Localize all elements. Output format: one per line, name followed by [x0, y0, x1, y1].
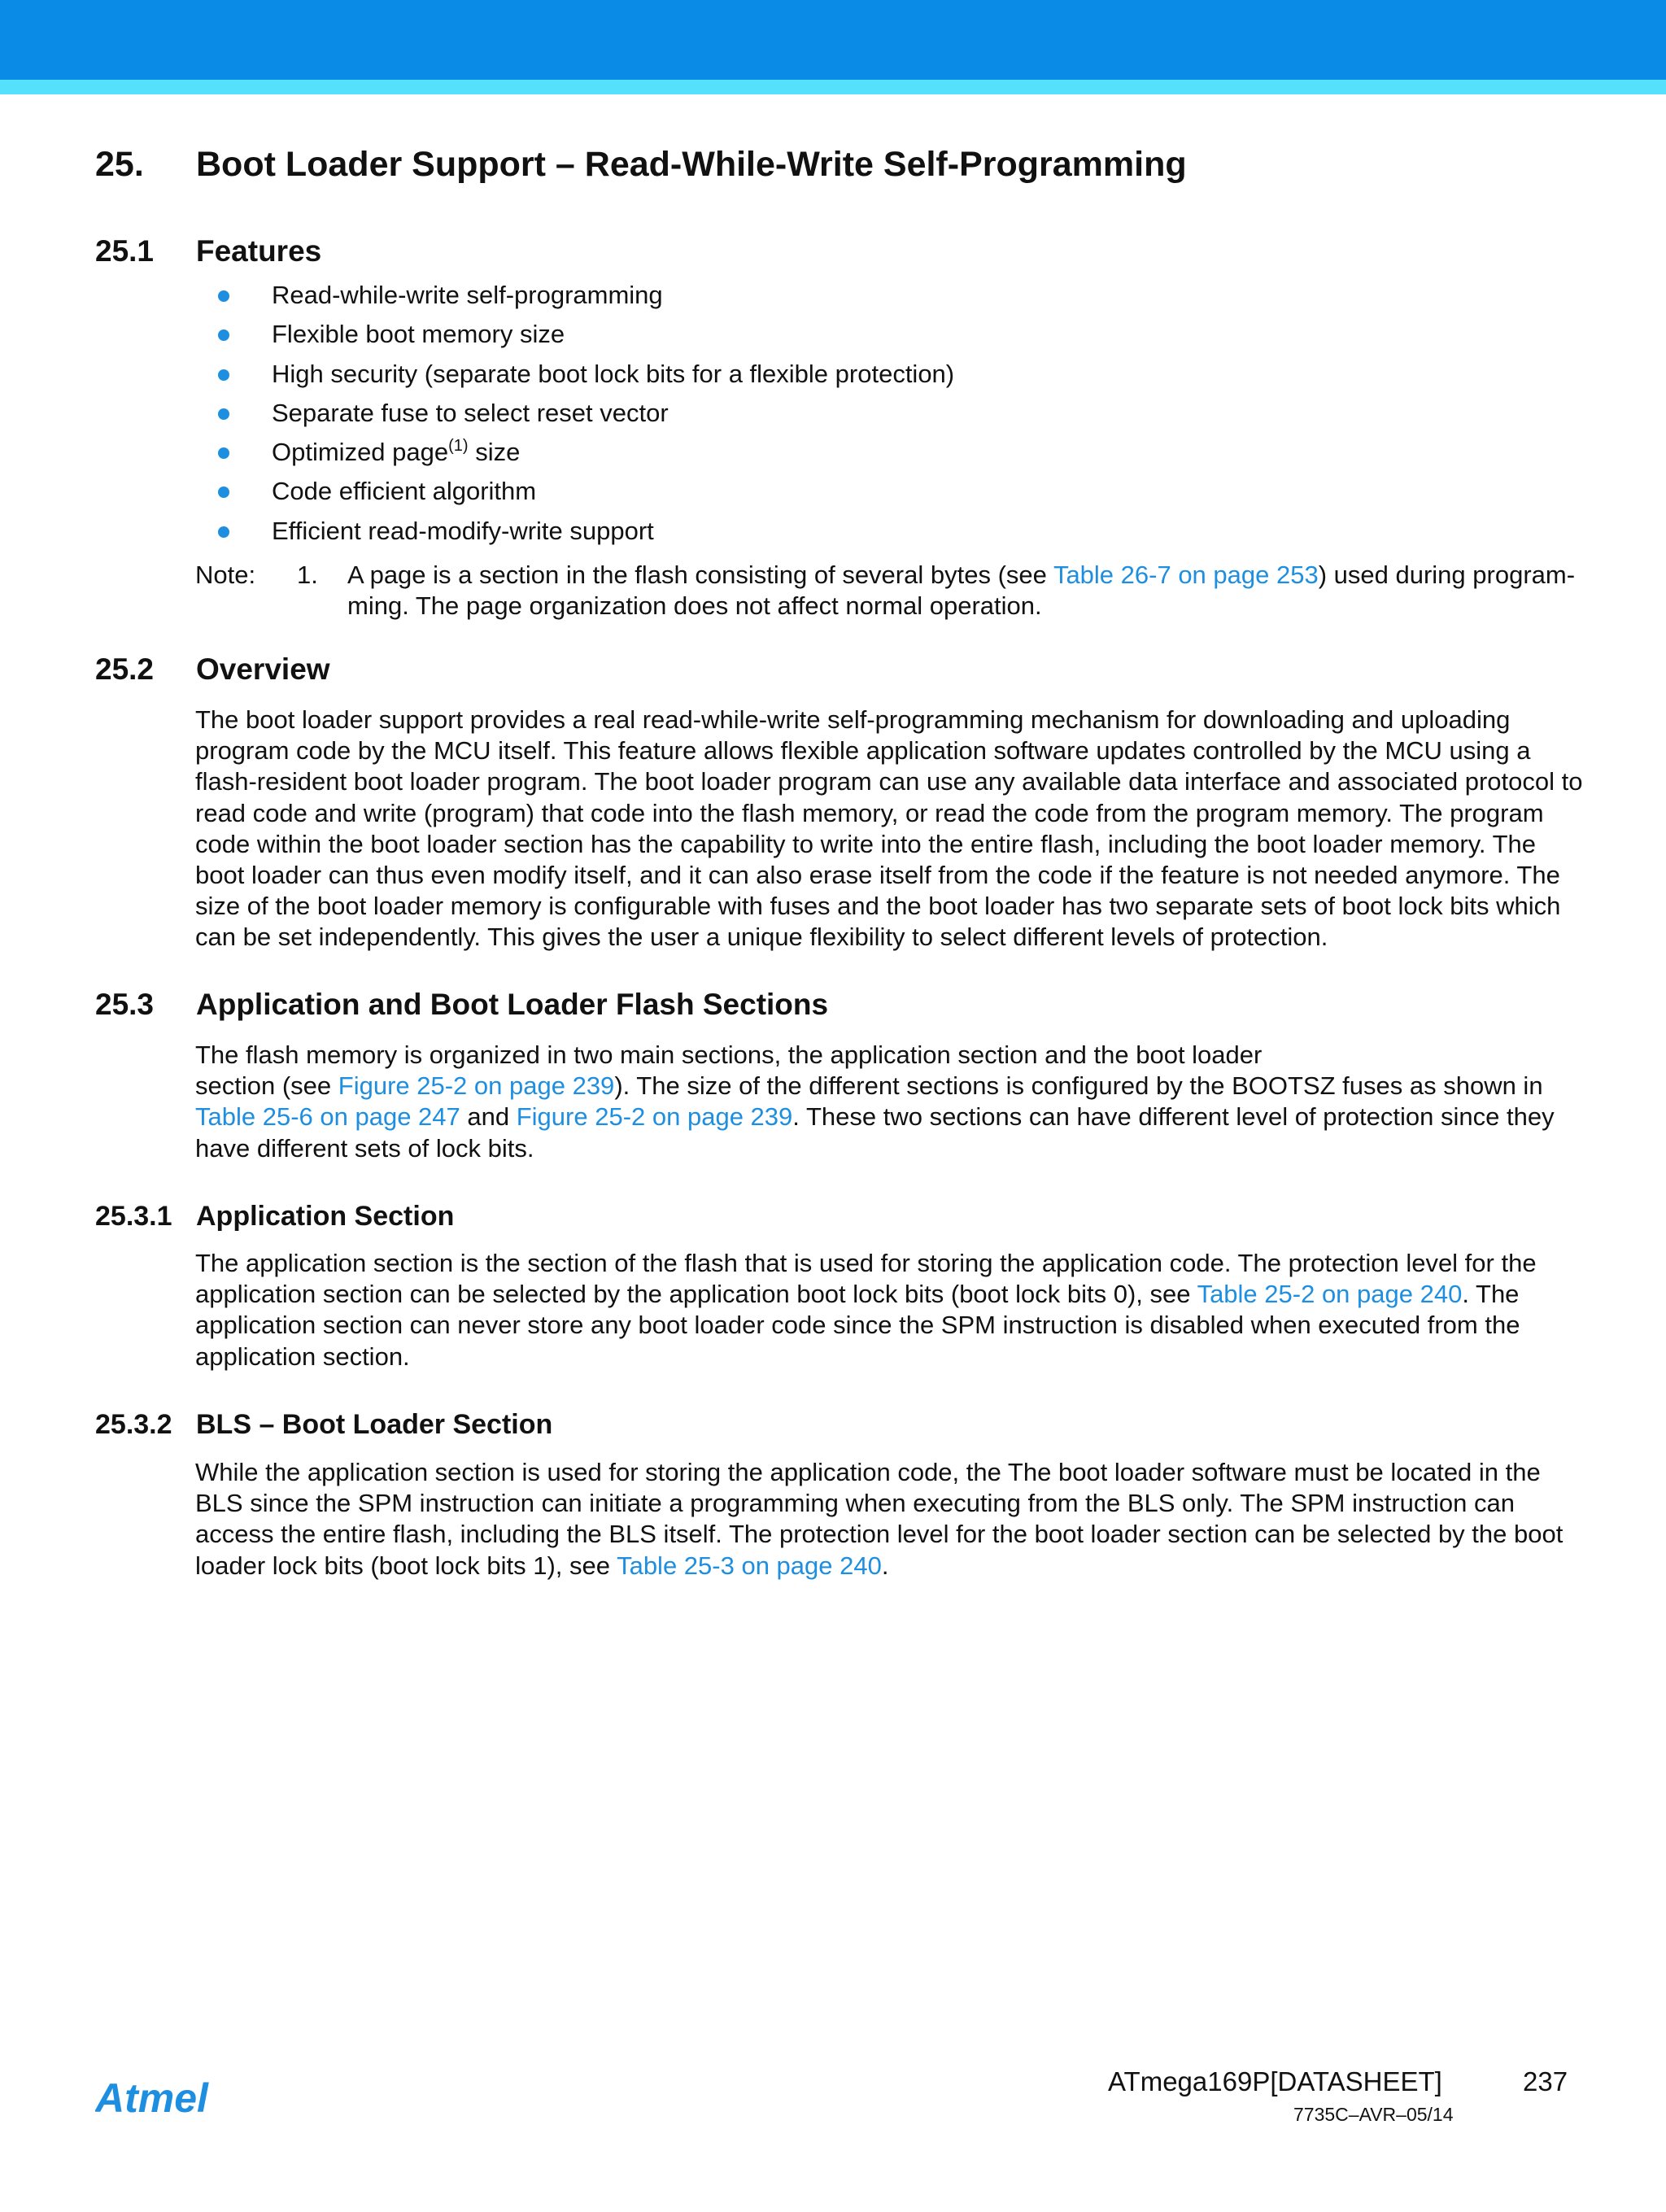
- page-number: 237: [1523, 2066, 1568, 2096]
- flash-sections-paragraph: The flash memory is organized in two main sections, the application section and the boot loader section (see Figure 25-2 on page 239). The size of the different sections is configured by the BOOTSZ fuses as shown in Table 25-6 on page 247 and Figure 25-2 on page 239. These two sections can have different level of protection since they have different sets of lock bits.: [195, 1041, 1555, 1163]
- table-25-6-link[interactable]: Table 25-6 on page 247: [195, 1102, 460, 1132]
- list-item: Separate fuse to select reset vector: [215, 399, 954, 438]
- note-index: 1.: [297, 561, 318, 589]
- list-item: Efficient read-modify-write support: [215, 517, 954, 556]
- section-title: Features: [196, 234, 322, 268]
- section-title: Application Section: [196, 1201, 455, 1232]
- section-number: 25.2: [95, 652, 155, 686]
- section-heading-bls: [95, 1409, 552, 1441]
- list-item: Read-while-write self-programming: [215, 281, 954, 320]
- footnote-ref: (1): [448, 437, 469, 456]
- figure-25-2-link[interactable]: Figure 25-2 on page 239: [516, 1102, 793, 1132]
- bullet-icon: [218, 329, 229, 341]
- section-title: Overview: [196, 652, 330, 686]
- note-text: A page is a section in the flash consisting of several bytes (see Table 26-7 on page 253) used during program- ming. The page organization does not affect normal operation.: [347, 561, 1576, 620]
- bls-paragraph: While the application section is used for storing the application code, the The boot loader software must be located in the BLS since the SPM instruction can initiate a programming when executing from the BLS only. The SPM instruction can access the entire flash, including the BLS itself. The protection level for the boot loader section can be selected by the boot loader lock bits (boot lock bits 1), see Table 25-3 on page 240.: [195, 1458, 1564, 1580]
- section-number: 25.3.1: [95, 1201, 172, 1232]
- table-26-7-link[interactable]: Table 26-7 on page 253: [1053, 561, 1319, 589]
- chapter-title: Boot Loader Support – Read-While-Write Self-Programming: [196, 145, 1187, 184]
- bullet-icon: [218, 526, 229, 538]
- bullet-icon: [218, 486, 229, 498]
- bullet-icon: [218, 447, 229, 459]
- list-item: High security (separate boot lock bits for a flexible protection): [215, 360, 954, 399]
- table-25-3-link[interactable]: Table 25-3 on page 240: [617, 1551, 882, 1580]
- list-item: Code efficient algorithm: [215, 477, 954, 516]
- section-heading-application: [95, 1201, 454, 1233]
- list-item: Optimized page$^{(1)}$ size: [215, 438, 954, 477]
- atmel-logo-text: Atmel: [95, 2075, 208, 2120]
- feature-list: [215, 281, 954, 556]
- list-item: Flexible boot memory size: [215, 320, 954, 359]
- document-title: ATmega169P[DATASHEET]: [1108, 2066, 1442, 2096]
- bullet-icon: [218, 290, 229, 302]
- section-number: 25.3: [95, 988, 155, 1021]
- section-title: Application and Boot Loader Flash Sections: [196, 988, 829, 1021]
- figure-25-2-link[interactable]: Figure 25-2 on page 239: [338, 1071, 615, 1101]
- table-25-2-link[interactable]: Table 25-2 on page 240: [1197, 1280, 1463, 1309]
- header-accent-band: [0, 80, 1666, 94]
- bullet-icon: [218, 408, 229, 420]
- bullet-icon: [218, 369, 229, 381]
- atmel-logo: [95, 2075, 242, 2120]
- overview-paragraph: The boot loader support provides a real read-while-write self-programming mechanism for downloading and uploading program code by the MCU itself. This feature allows flexible application software updates controlled by the MCU using a flash-resident boot loader program. The boot loader program can use any available data interface and associated protocol to read code and write (program) that code into the flash memory, or read the code from the program memory. The program code within the boot loader section has the capability to write into the entire flash, including the boot loader memory. The boot loader can thus even modify itself, and it can also erase itself from the code if the feature is not needed anymore. The size of the boot loader memory is configurable with fuses and the boot loader has two separate sets of boot lock bits which can be set independently. This gives the user a unique flexibility to select different levels of protection.: [195, 705, 1583, 952]
- header-band: [0, 0, 1666, 80]
- section-heading-features: [95, 234, 321, 268]
- section-number: 25.1: [95, 234, 155, 268]
- section-heading-flash-sections: [95, 988, 828, 1022]
- section-number: 25.3.2: [95, 1409, 172, 1440]
- note-label: Note:: [195, 561, 256, 589]
- chapter-number: 25.: [95, 145, 144, 184]
- section-title: BLS – Boot Loader Section: [196, 1409, 553, 1440]
- chapter-heading: [95, 145, 1187, 185]
- section-heading-overview: [95, 652, 330, 687]
- application-paragraph: The application section is the section of the flash that is used for storing the application code. The protection level for the application section can be selected by the application boot lock bits (boot lock bits 0), see Table 25-2 on page 240. The application section can never store any boot loader code since the SPM instruction is disabled when executed from the application section.: [195, 1249, 1537, 1371]
- document-code: 7735C–AVR–05/14: [1293, 2104, 1454, 2125]
